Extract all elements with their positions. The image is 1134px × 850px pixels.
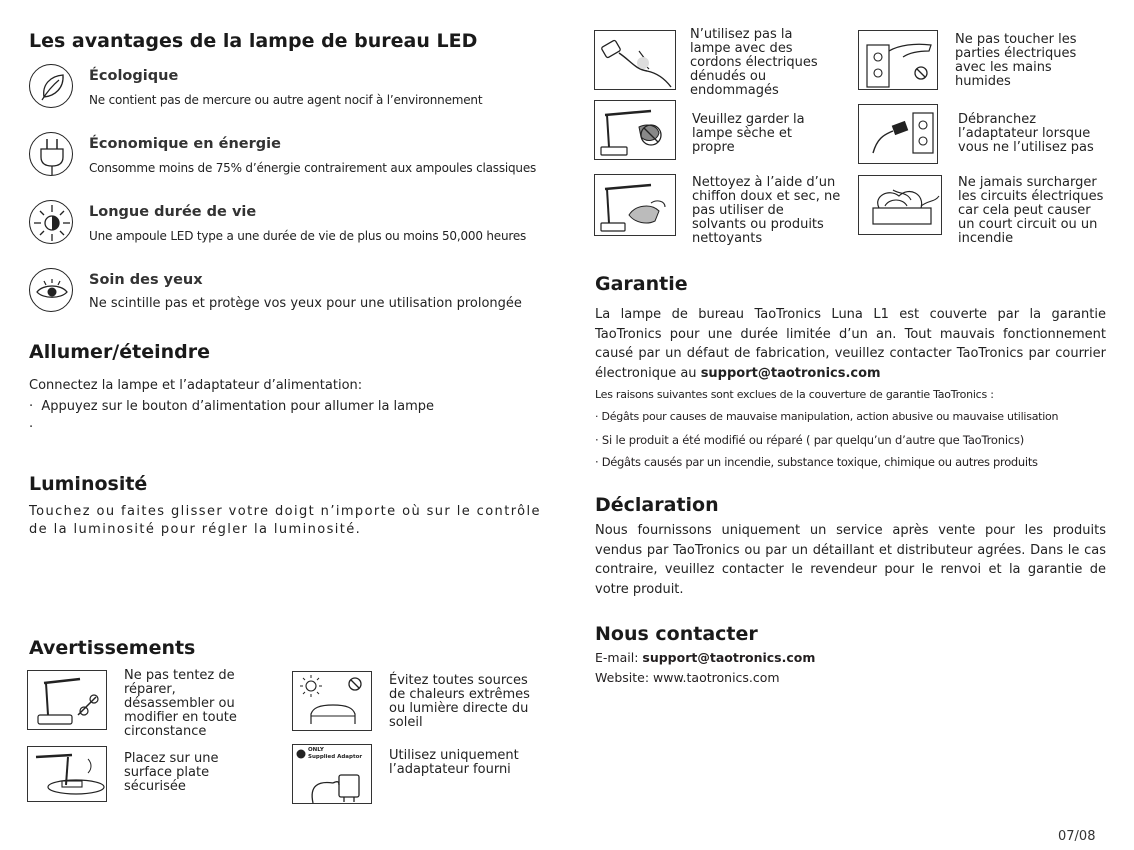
warning-repair-icon	[27, 670, 107, 730]
power-intro: Connectez la lampe et l’adaptateur d’alimentation:	[29, 378, 363, 393]
warning-repair-text: Ne pas tentez de réparer, désassembler ou modifier en toute circonstance	[124, 668, 237, 739]
warning-damaged-cord-icon	[594, 30, 676, 90]
bullet-dot: ·	[595, 433, 602, 447]
warning-wet-hands-icon	[858, 30, 938, 90]
brightness-title: Luminosité	[29, 473, 148, 495]
bullet-dot: ·	[595, 455, 602, 469]
warning-heat-text: Évitez toutes sources de chaleurs extrêmes ou lumière directe du soleil	[389, 673, 530, 730]
warning-flat-surface-icon	[27, 746, 107, 802]
power-bullet-empty	[29, 420, 33, 435]
warranty-exclusion-item	[595, 455, 1038, 469]
warning-unplug-icon	[858, 104, 938, 164]
contact-website-label: Website:	[595, 670, 650, 685]
declaration-title: Déclaration	[595, 494, 719, 516]
advantage-text-yeux: Ne scintille pas et protège vos yeux pour une utilisation prolongée	[89, 296, 522, 311]
warning-cleaning-text: Nettoyez à l’aide d’un chiffon doux et sec, ne pas utiliser de solvants ou produits nettoyants	[692, 175, 841, 246]
contact-email: support@taotronics.com	[642, 650, 816, 665]
warning-heat-icon	[292, 671, 372, 731]
advantage-title-yeux: Soin des yeux	[89, 272, 203, 288]
warning-keep-dry-text: Veuillez garder la lampe sèche et propre	[692, 112, 805, 155]
advantage-title-ecologique: Écologique	[89, 68, 179, 84]
bullet-dot: ·	[29, 420, 34, 435]
power-bullet	[29, 399, 434, 414]
advantages-title: Les avantages de la lampe de bureau LED	[29, 30, 478, 52]
warranty-email: support@taotronics.com	[700, 365, 881, 381]
advantage-text-duree: Une ampoule LED type a une durée de vie de plus ou moins 50,000 heures	[89, 229, 527, 243]
power-bullet-text: Appuyez sur le bouton d’alimentation pour allumer la lampe	[41, 399, 435, 414]
bullet-dot: ·	[595, 410, 602, 423]
adapter-badge-line1: ONLY	[308, 747, 324, 753]
contact-website: www.taotronics.com	[653, 670, 780, 685]
warranty-body: La lampe de bureau TaoTronics Luna L1 est couverte par la garantie TaoTronics pour une durée limitée d’un an. Tout mauvais fonctionnement causé par un défaut de fabrication, veuillez contacter TaoTronics par courrier électronique au	[595, 307, 1106, 381]
leaf-icon	[29, 64, 73, 108]
sun-half-icon	[29, 200, 73, 244]
warning-unplug-text: Débranchez l’adaptateur lorsque vous ne l’utilisez pas	[958, 112, 1094, 155]
advantage-text-ecologique: Ne contient pas de mercure ou autre agent nocif à l’environnement	[89, 93, 483, 107]
contact-email-line	[595, 650, 815, 665]
power-title: Allumer/éteindre	[29, 341, 211, 363]
advantage-title-energie: Économique en énergie	[89, 136, 281, 152]
adapter-badge-line2: Supplied Adaptor	[308, 754, 363, 760]
advantage-title-duree: Longue durée de vie	[89, 204, 257, 220]
warning-flat-surface-text: Placez sur une surface plate sécurisée	[124, 751, 219, 794]
warning-keep-dry-icon	[594, 100, 676, 160]
warning-overload-icon	[858, 175, 942, 235]
warning-wet-hands-text: Ne pas toucher les parties électriques avec les mains humides	[955, 32, 1077, 89]
declaration-text: Nous fournissons uniquement un service après vente pour les produits vendus par TaoTronics ou par un détaillant et distributeur agrées. Dans le cas contraire, veuillez contacter le revendeur pour le renvoi et la garantie de votre produit.	[595, 523, 1106, 597]
exclusion-text: Dégâts causés par un incendie, substance toxique, chimique ou autres produits	[601, 455, 1038, 469]
eye-icon	[29, 268, 73, 312]
warranty-exclusions-intro: Les raisons suivantes sont exclues de la couverture de garantie TaoTronics :	[595, 388, 994, 401]
contact-title: Nous contacter	[595, 623, 758, 645]
warning-cleaning-icon	[594, 174, 676, 236]
contact-website-line	[595, 670, 780, 685]
warranty-text	[595, 305, 1106, 383]
brightness-text: Touchez ou faites glisser votre doigt n’importe où sur le contrôle de la luminosité pour régler la luminosité.	[29, 504, 541, 537]
warranty-title: Garantie	[595, 273, 688, 295]
plug-icon	[29, 132, 73, 176]
warranty-exclusion-item	[595, 433, 1024, 447]
warranty-exclusion-item	[595, 410, 1058, 423]
warning-damaged-cord-text: N’utilisez pas la lampe avec des cordons électriques dénudés ou endommagés	[690, 27, 818, 98]
exclusion-text: Si le produit a été modifié ou réparé ( par quelqu’un d’autre que TaoTronics)	[601, 433, 1025, 447]
advantage-text-energie: Consomme moins de 75% d’énergie contrairement aux ampoules classiques	[89, 161, 537, 175]
page-number: 07/08	[1058, 829, 1096, 844]
exclusion-text: Dégâts pour causes de mauvaise manipulation, action abusive ou mauvaise utilisation	[601, 410, 1059, 423]
warning-overload-text: Ne jamais surcharger les circuits électriques car cela peut causer un court circuit ou un incendie	[958, 175, 1104, 246]
bullet-dot: ·	[29, 399, 42, 414]
warning-adapter-icon	[292, 744, 372, 804]
contact-email-label: E-mail:	[595, 650, 639, 665]
warning-adapter-text: Utilisez uniquement l’adaptateur fourni	[389, 748, 519, 777]
warnings-title: Avertissements	[29, 637, 196, 659]
